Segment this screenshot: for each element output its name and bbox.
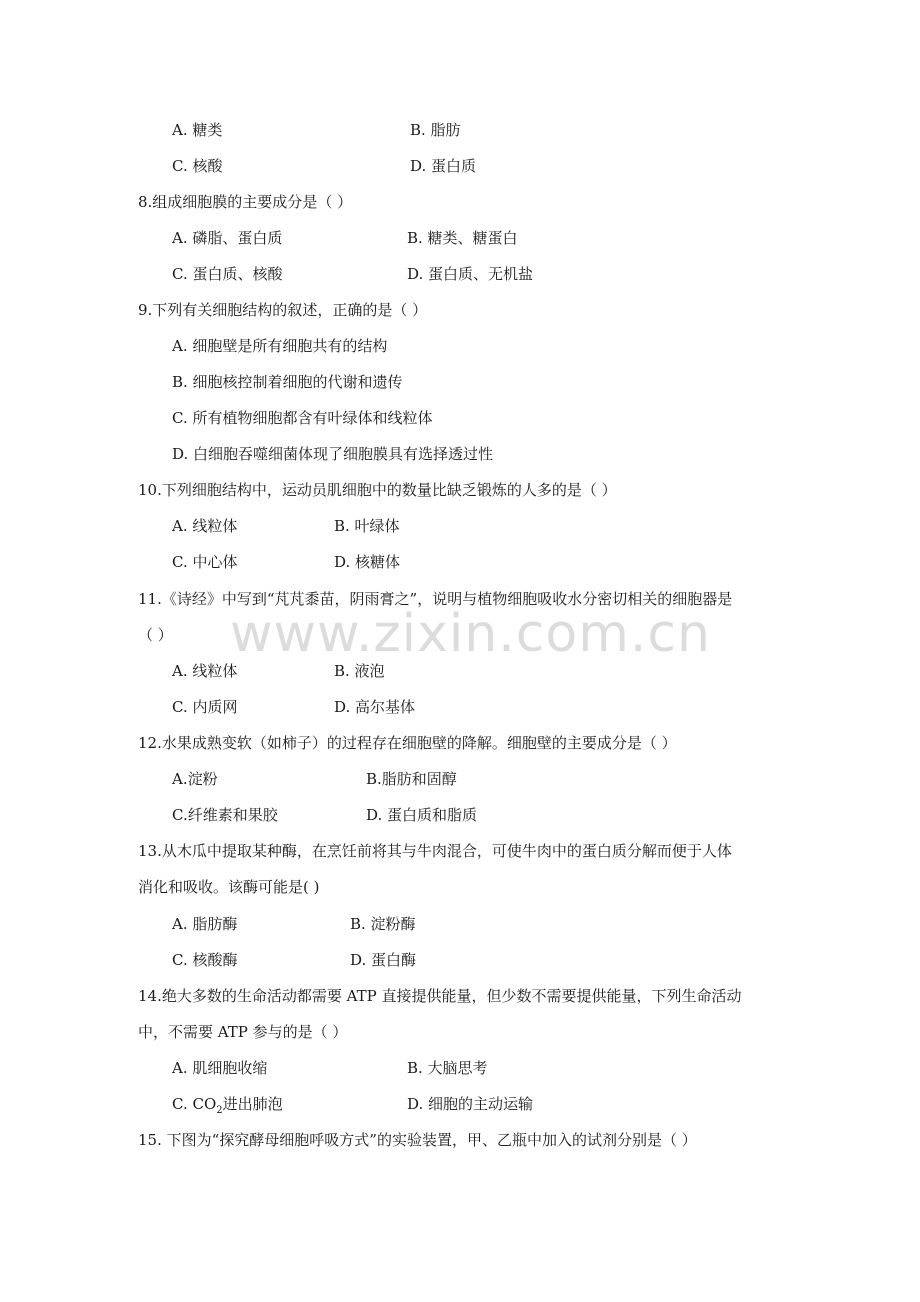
- q14-option-c-text-end: 进出肺泡: [222, 1095, 283, 1113]
- q8-option-d: D. 蛋白质、无机盐: [407, 265, 534, 283]
- q10-stem: 10.下列细胞结构中，运动员肌细胞中的数量比缺乏锻炼的人多的是（ ）: [138, 481, 617, 499]
- q8-stem: 8.组成细胞膜的主要成分是（ ）: [138, 193, 353, 211]
- q12-option-b: B.脂肪和固醇: [366, 770, 457, 788]
- q13-option-d: D. 蛋白酶: [350, 951, 417, 969]
- q10-option-a: A. 线粒体: [172, 517, 238, 535]
- q14-option-c: [172, 1094, 283, 1121]
- q7-option-d: D. 蛋白质: [410, 157, 477, 175]
- q12-option-d: D. 蛋白质和脂质: [366, 806, 478, 824]
- watermark: www.zixin.com.cn: [230, 604, 711, 664]
- q9-option-b: B. 细胞核控制着细胞的代谢和遗传: [172, 373, 403, 391]
- q14-option-a: A. 肌细胞收缩: [172, 1059, 268, 1077]
- q12-option-a: A.淀粉: [172, 770, 218, 788]
- q7-option-c: C. 核酸: [172, 157, 223, 175]
- q14-option-b: B. 大脑思考: [407, 1059, 488, 1077]
- q14-option-d: D. 细胞的主动运输: [407, 1095, 534, 1113]
- q11-option-a: A. 线粒体: [172, 662, 238, 680]
- q10-option-c: C. 中心体: [172, 553, 238, 571]
- q13-stem-cont: 消化和吸收。该酶可能是( ): [138, 878, 320, 896]
- q12-stem: 12.水果成熟变软（如柿子）的过程存在细胞壁的降解。细胞壁的主要成分是（ ）: [138, 734, 677, 752]
- q11-option-d: D. 高尔基体: [334, 698, 416, 716]
- q14-option-c-text: C. CO: [172, 1095, 217, 1113]
- q14-stem: 14.绝大多数的生命活动都需要 ATP 直接提供能量，但少数不需要提供能量，下列生命活动: [138, 987, 742, 1005]
- q9-option-d: D. 白细胞吞噬细菌体现了细胞膜具有选择透过性: [172, 445, 494, 463]
- subscript: 2: [216, 1105, 223, 1116]
- q10-option-b: B. 叶绿体: [334, 517, 400, 535]
- q13-option-c: C. 核酸酶: [172, 951, 238, 969]
- q11-option-b: B. 液泡: [334, 662, 385, 680]
- q11-option-c: C. 内质网: [172, 698, 238, 716]
- q8-option-a: A. 磷脂、蛋白质: [172, 229, 283, 247]
- q9-option-a: A. 细胞壁是所有细胞共有的结构: [172, 337, 388, 355]
- q11-stem-cont: （ ）: [138, 626, 173, 644]
- q8-option-b: B. 糖类、糖蛋白: [407, 229, 518, 247]
- q13-stem: 13.从木瓜中提取某种酶，在烹饪前将其与牛肉混合，可使牛肉中的蛋白质分解而便于人体: [138, 842, 732, 860]
- q7-option-a: A. 糖类: [172, 121, 223, 139]
- q12-option-c: C.纤维素和果胶: [172, 806, 278, 824]
- q8-option-c: C. 蛋白质、核酸: [172, 265, 283, 283]
- q7-option-b: B. 脂肪: [410, 121, 461, 139]
- q9-stem: 9.下列有关细胞结构的叙述，正确的是（ ）: [138, 301, 428, 319]
- q11-stem: 11.《诗经》中写到“芃芃黍苗，阴雨膏之”，说明与植物细胞吸收水分密切相关的细胞器是: [138, 590, 733, 608]
- q13-option-a: A. 脂肪酶: [172, 915, 238, 933]
- q10-option-d: D. 核糖体: [334, 553, 401, 571]
- q15-stem: 15. 下图为“探究酵母细胞呼吸方式”的实验装置，甲、乙瓶中加入的试剂分别是（ ）: [138, 1131, 697, 1149]
- q13-option-b: B. 淀粉酶: [350, 915, 416, 933]
- q9-option-c: C. 所有植物细胞都含有叶绿体和线粒体: [172, 409, 433, 427]
- q14-stem-cont: 中，不需要 ATP 参与的是（ ）: [138, 1023, 348, 1041]
